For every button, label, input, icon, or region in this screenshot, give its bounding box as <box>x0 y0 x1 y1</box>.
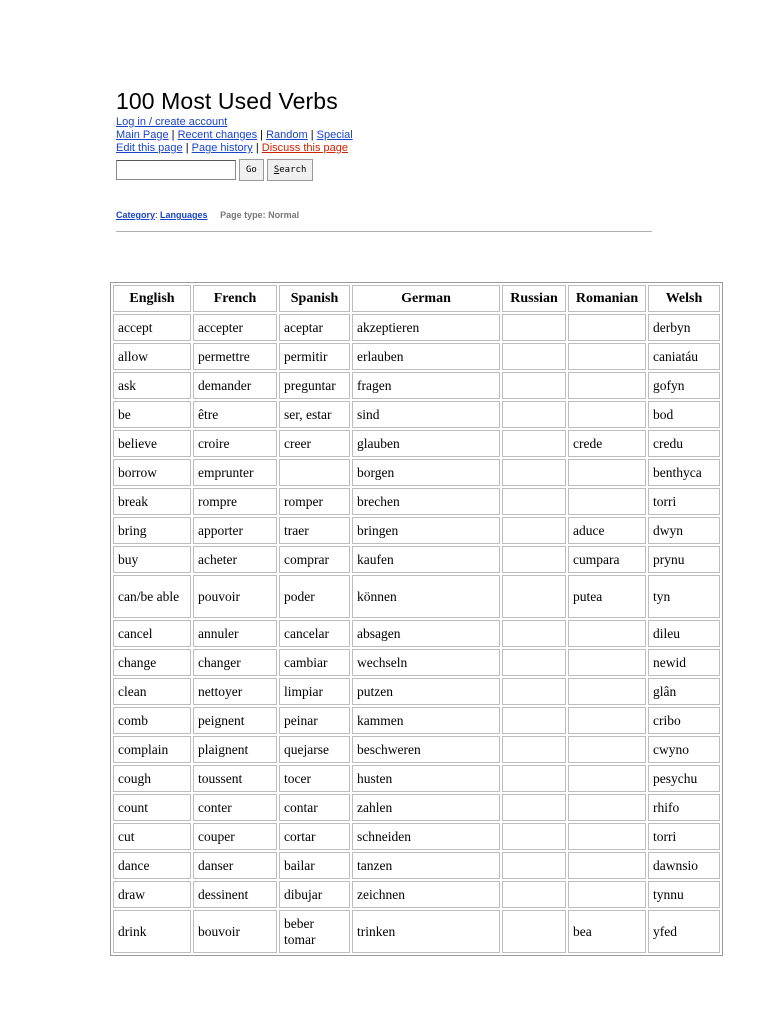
page-title: 100 Most Used Verbs <box>116 88 338 114</box>
cell-french: bouvoir <box>193 910 277 953</box>
table-row <box>113 910 720 953</box>
cell-spanish: beber tomar <box>279 910 350 953</box>
cell-russian <box>502 343 566 370</box>
cell-welsh: yfed <box>648 910 720 953</box>
table-row <box>113 794 720 821</box>
cell-french: dessinent <box>193 881 277 908</box>
cell-romanian <box>568 649 646 676</box>
cell-german: brechen <box>352 488 500 515</box>
cell-french: danser <box>193 852 277 879</box>
cell-welsh: credu <box>648 430 720 457</box>
cell-russian <box>502 314 566 341</box>
cell-romanian <box>568 852 646 879</box>
cell-spanish: bailar <box>279 852 350 879</box>
table-row <box>113 852 720 879</box>
cell-spanish: permitir <box>279 343 350 370</box>
cell-english: can/be able <box>113 575 191 618</box>
cell-spanish <box>279 459 350 486</box>
table-row <box>113 620 720 647</box>
cell-french: nettoyer <box>193 678 277 705</box>
cell-russian <box>502 401 566 428</box>
cell-german: wechseln <box>352 649 500 676</box>
cell-spanish: quejarse <box>279 736 350 763</box>
cell-romanian <box>568 372 646 399</box>
table-row <box>113 401 720 428</box>
header-row <box>113 285 720 312</box>
special-link[interactable]: Special <box>316 129 353 141</box>
cell-english: complain <box>113 736 191 763</box>
cell-english: be <box>113 401 191 428</box>
cell-welsh: dwyn <box>648 517 720 544</box>
header-russian: Russian <box>502 285 566 312</box>
recent-changes-link[interactable]: Recent changes <box>177 129 258 141</box>
cell-welsh: rhifo <box>648 794 720 821</box>
page-type: Page type: Normal <box>220 210 300 220</box>
login-row <box>116 116 656 129</box>
cell-welsh: caniatáu <box>648 343 720 370</box>
cell-romanian <box>568 620 646 647</box>
cell-spanish: aceptar <box>279 314 350 341</box>
cell-german: akzeptieren <box>352 314 500 341</box>
table-row <box>113 707 720 734</box>
table-row <box>113 736 720 763</box>
cell-german: putzen <box>352 678 500 705</box>
cell-romanian <box>568 343 646 370</box>
cell-english: break <box>113 488 191 515</box>
header-romanian: Romanian <box>568 285 646 312</box>
cell-english: borrow <box>113 459 191 486</box>
cell-welsh: cwyno <box>648 736 720 763</box>
cell-russian <box>502 649 566 676</box>
cell-welsh: prynu <box>648 546 720 573</box>
header-welsh: Welsh <box>648 285 720 312</box>
cell-english: bring <box>113 517 191 544</box>
page-actions: Edit this page | Page history | Discuss this page <box>116 142 348 154</box>
table-row <box>113 765 720 792</box>
discuss-page-link[interactable]: Discuss this page <box>261 142 348 154</box>
cell-welsh: torri <box>648 488 720 515</box>
header-french: French <box>193 285 277 312</box>
cell-french: couper <box>193 823 277 850</box>
cell-german: erlauben <box>352 343 500 370</box>
cell-german: glauben <box>352 430 500 457</box>
cell-spanish: cambiar <box>279 649 350 676</box>
divider <box>116 231 652 232</box>
cell-russian <box>502 678 566 705</box>
table-row <box>113 488 720 515</box>
cell-welsh: tynnu <box>648 881 720 908</box>
cell-romanian <box>568 823 646 850</box>
table-row <box>113 575 720 618</box>
category-line: Category: Languages Page type: Normal <box>116 210 300 220</box>
cell-german: tanzen <box>352 852 500 879</box>
cell-russian <box>502 575 566 618</box>
table-row <box>113 314 720 341</box>
cell-welsh: glân <box>648 678 720 705</box>
cell-romanian <box>568 765 646 792</box>
cell-russian <box>502 430 566 457</box>
cell-french: conter <box>193 794 277 821</box>
cell-english: dance <box>113 852 191 879</box>
cell-french: annuler <box>193 620 277 647</box>
nav-links: Main Page | Recent changes | Random | Special <box>116 129 353 141</box>
cell-russian <box>502 459 566 486</box>
languages-link[interactable]: Languages <box>160 210 208 220</box>
cell-russian <box>502 736 566 763</box>
cell-french: pouvoir <box>193 575 277 618</box>
cell-welsh: tyn <box>648 575 720 618</box>
cell-german: können <box>352 575 500 618</box>
cell-french: toussent <box>193 765 277 792</box>
cell-romanian: crede <box>568 430 646 457</box>
cell-german: borgen <box>352 459 500 486</box>
table-row <box>113 649 720 676</box>
cell-french: apporter <box>193 517 277 544</box>
cell-english: count <box>113 794 191 821</box>
cell-spanish: limpiar <box>279 678 350 705</box>
cell-german: fragen <box>352 372 500 399</box>
cell-welsh: bod <box>648 401 720 428</box>
cell-german: kammen <box>352 707 500 734</box>
cell-romanian: bea <box>568 910 646 953</box>
cell-romanian <box>568 459 646 486</box>
cell-romanian <box>568 401 646 428</box>
header-german: German <box>352 285 500 312</box>
table-row <box>113 459 720 486</box>
cell-german: sind <box>352 401 500 428</box>
cell-english: clean <box>113 678 191 705</box>
cell-spanish: comprar <box>279 546 350 573</box>
cell-english: accept <box>113 314 191 341</box>
cell-spanish: poder <box>279 575 350 618</box>
cell-french: peignent <box>193 707 277 734</box>
cell-spanish: creer <box>279 430 350 457</box>
cell-welsh: torri <box>648 823 720 850</box>
cell-spanish: ser, estar <box>279 401 350 428</box>
cell-russian <box>502 852 566 879</box>
table-row <box>113 430 720 457</box>
search-button[interactable]: Search <box>267 159 314 181</box>
table-body <box>113 314 720 953</box>
cell-english: cough <box>113 765 191 792</box>
cell-french: changer <box>193 649 277 676</box>
cell-spanish: cortar <box>279 823 350 850</box>
cell-russian <box>502 910 566 953</box>
cell-french: acheter <box>193 546 277 573</box>
cell-german: kaufen <box>352 546 500 573</box>
cell-french: accepter <box>193 314 277 341</box>
cell-russian <box>502 707 566 734</box>
cell-welsh: dawnsio <box>648 852 720 879</box>
cell-romanian <box>568 314 646 341</box>
table-row <box>113 678 720 705</box>
cell-german: schneiden <box>352 823 500 850</box>
cell-spanish: peinar <box>279 707 350 734</box>
random-link[interactable]: Random <box>266 129 308 141</box>
main-page-link[interactable]: Main Page <box>116 129 169 141</box>
cell-welsh: gofyn <box>648 372 720 399</box>
cell-russian <box>502 823 566 850</box>
cell-russian <box>502 620 566 647</box>
cell-french: demander <box>193 372 277 399</box>
category-link[interactable]: Category <box>116 210 156 220</box>
cell-spanish: traer <box>279 517 350 544</box>
cell-english: buy <box>113 546 191 573</box>
cell-french: rompre <box>193 488 277 515</box>
login-link[interactable]: Log in / create account <box>116 116 228 128</box>
cell-french: plaignent <box>193 736 277 763</box>
table-row <box>113 881 720 908</box>
table-row <box>113 546 720 573</box>
cell-french: croire <box>193 430 277 457</box>
table-header <box>113 285 720 312</box>
cell-russian <box>502 765 566 792</box>
cell-spanish: dibujar <box>279 881 350 908</box>
cell-english: comb <box>113 707 191 734</box>
cell-english: draw <box>113 881 191 908</box>
cell-welsh: cribo <box>648 707 720 734</box>
cell-russian <box>502 488 566 515</box>
cell-english: cancel <box>113 620 191 647</box>
cell-welsh: dileu <box>648 620 720 647</box>
cell-romanian <box>568 488 646 515</box>
header-english: English <box>113 285 191 312</box>
cell-romanian: aduce <box>568 517 646 544</box>
cell-romanian <box>568 707 646 734</box>
table-row <box>113 372 720 399</box>
go-button[interactable]: Go <box>239 159 264 181</box>
header-spanish: Spanish <box>279 285 350 312</box>
cell-german: bringen <box>352 517 500 544</box>
cell-english: ask <box>113 372 191 399</box>
cell-english: change <box>113 649 191 676</box>
cell-romanian <box>568 736 646 763</box>
cell-russian <box>502 881 566 908</box>
cell-russian <box>502 546 566 573</box>
cell-german: husten <box>352 765 500 792</box>
search-form <box>116 158 656 182</box>
page-header <box>116 86 656 221</box>
cell-spanish: tocer <box>279 765 350 792</box>
search-input[interactable] <box>116 160 236 180</box>
cell-romanian <box>568 678 646 705</box>
edit-page-link[interactable]: Edit this page <box>116 142 183 154</box>
cell-english: drink <box>113 910 191 953</box>
cell-romanian <box>568 794 646 821</box>
cell-romanian <box>568 881 646 908</box>
cell-romanian: cumpara <box>568 546 646 573</box>
cell-french: permettre <box>193 343 277 370</box>
cell-french: être <box>193 401 277 428</box>
cell-german: beschweren <box>352 736 500 763</box>
cell-english: allow <box>113 343 191 370</box>
cell-welsh: derbyn <box>648 314 720 341</box>
cell-english: believe <box>113 430 191 457</box>
cell-spanish: cancelar <box>279 620 350 647</box>
cell-welsh: pesychu <box>648 765 720 792</box>
cell-welsh: benthyca <box>648 459 720 486</box>
cell-german: trinken <box>352 910 500 953</box>
cell-german: zahlen <box>352 794 500 821</box>
cell-russian <box>502 794 566 821</box>
table-row <box>113 823 720 850</box>
cell-welsh: newid <box>648 649 720 676</box>
cell-russian <box>502 372 566 399</box>
cell-german: zeichnen <box>352 881 500 908</box>
cell-spanish: preguntar <box>279 372 350 399</box>
cell-english: cut <box>113 823 191 850</box>
cell-russian <box>502 517 566 544</box>
verbs-table <box>110 282 723 956</box>
cell-french: emprunter <box>193 459 277 486</box>
cell-spanish: contar <box>279 794 350 821</box>
cell-german: absagen <box>352 620 500 647</box>
cell-spanish: romper <box>279 488 350 515</box>
table-row <box>113 517 720 544</box>
page-history-link[interactable]: Page history <box>191 142 253 154</box>
cell-romanian: putea <box>568 575 646 618</box>
table-row <box>113 343 720 370</box>
